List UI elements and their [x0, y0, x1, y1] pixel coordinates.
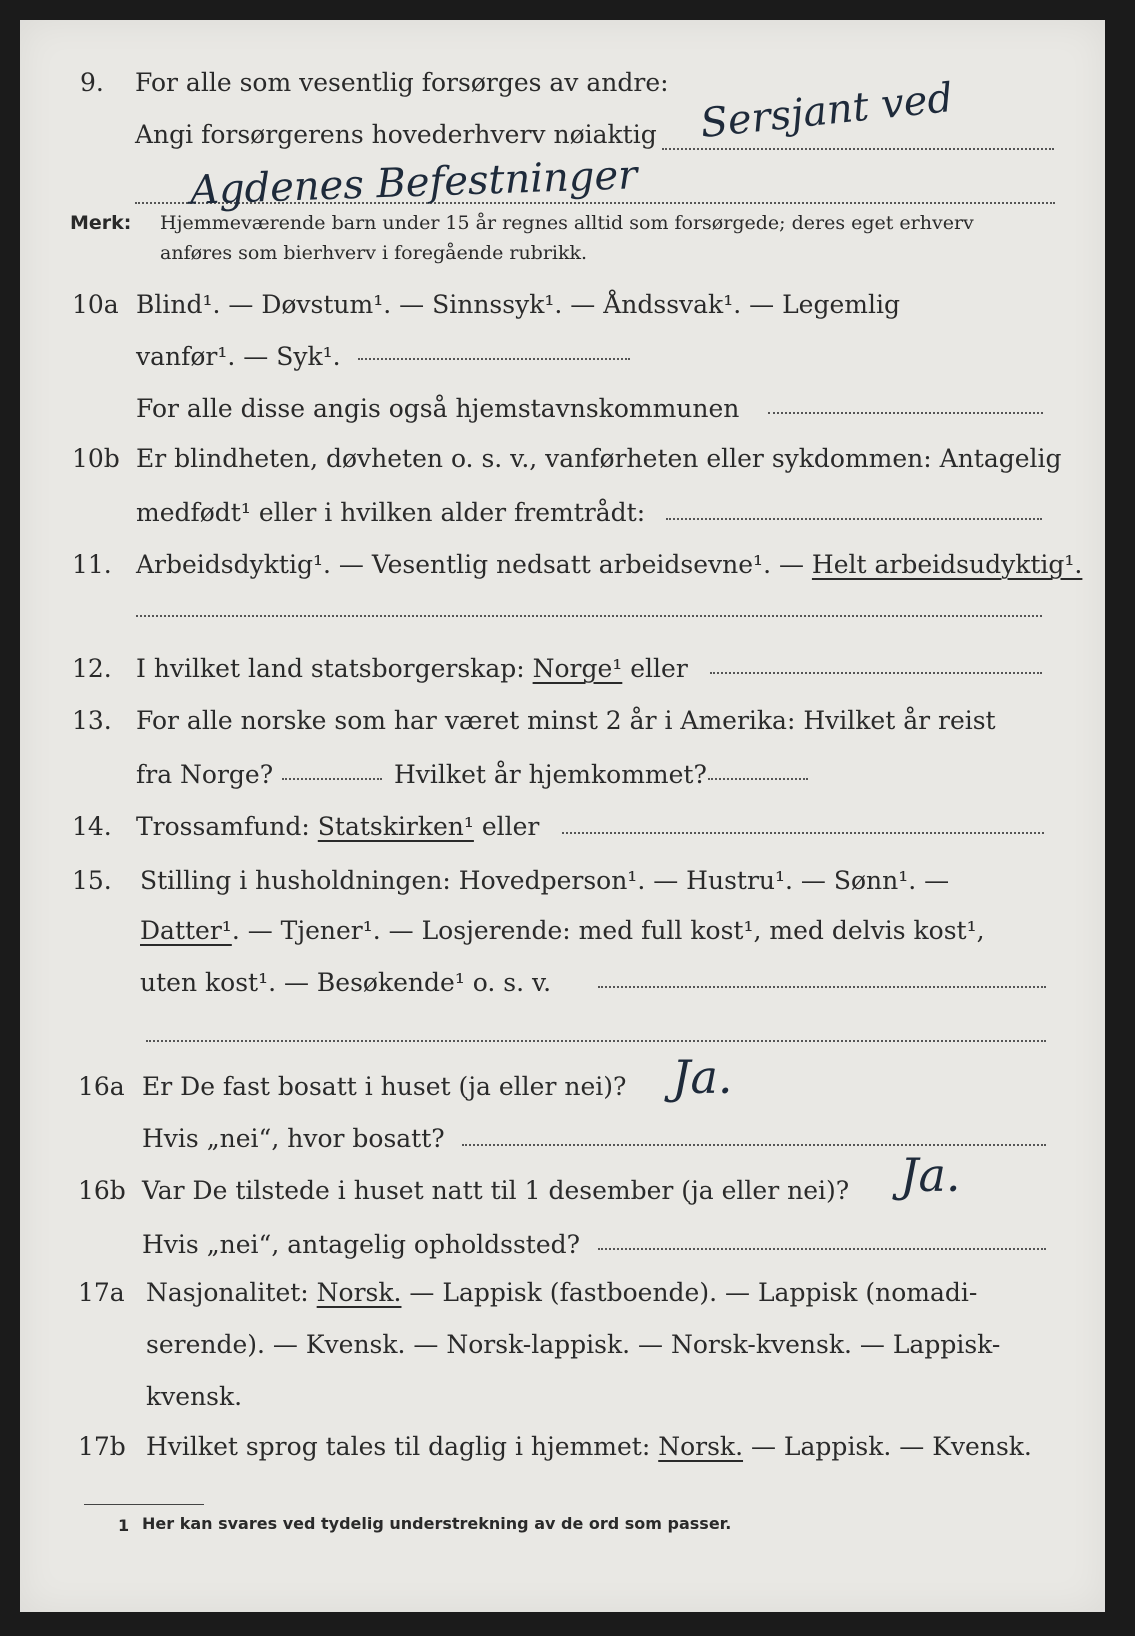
q13-answer-line-2: [708, 778, 808, 780]
q12-number: 12.: [72, 654, 112, 683]
q13-line2b: Hvilket år hjemkommet?: [394, 760, 707, 789]
q15-line3: uten kost¹. — Besøkende¹ o. s. v.: [140, 968, 552, 997]
q17b-number: 17b: [78, 1432, 126, 1461]
q17b-underlined-answer: Norsk.: [658, 1432, 744, 1461]
q17a-line2: serende). — Kvensk. — Norsk-lappisk. — Norsk-kvensk. — Lappisk-: [146, 1330, 1001, 1359]
q10a-line1: Blind¹. — Døvstum¹. — Sinnssyk¹. — Åndssvak¹. — Legemlig: [136, 290, 900, 319]
q9-number: 9.: [80, 68, 104, 97]
q10b-line2: medfødt¹ eller i hvilken alder fremtrådt:: [136, 498, 646, 527]
q11-answer-line: [136, 615, 1042, 617]
q14-line1: Trossamfund: Statskirken¹ eller: [136, 812, 540, 841]
q10b-answer-line: [666, 518, 1042, 520]
q16b-handwritten-answer: Ja.: [900, 1148, 961, 1202]
q12-answer-line: [710, 672, 1042, 674]
q12-line1: I hvilket land statsborgerskap: Norge¹ eller: [136, 654, 688, 683]
footnote-rule: [84, 1504, 204, 1505]
note-text-1: Hjemmeværende barn under 15 år regnes alltid som forsørgede; deres eget erhverv: [160, 212, 974, 234]
q14-number: 14.: [72, 812, 112, 841]
q14-underlined-answer: Statskirken¹: [317, 812, 474, 841]
census-form-page: [20, 20, 1105, 1612]
q11-underlined-answer: Helt arbeidsudyktig¹.: [811, 550, 1083, 579]
q13-line1: For alle norske som har været minst 2 år i Amerika: Hvilket år reist: [136, 706, 996, 735]
q10a-answer-line: [358, 358, 630, 360]
q10b-number: 10b: [72, 444, 120, 473]
q14-answer-line: [562, 832, 1044, 834]
q9-handwritten-answer-1: Sersjant ved: [698, 74, 956, 148]
q12-underlined-answer: Norge¹: [532, 654, 623, 683]
q16a-line1: Er De fast bosatt i huset (ja eller nei)?: [142, 1072, 627, 1101]
q16b-number: 16b: [78, 1176, 126, 1205]
q10a-number: 10a: [72, 290, 119, 319]
q17a-line1: Nasjonalitet: Norsk. — Lappisk (fastboende). — Lappisk (nomadi-: [146, 1278, 978, 1307]
q17a-number: 17a: [78, 1278, 125, 1307]
q10b-line1: Er blindheten, døvheten o. s. v., vanførheten eller sykdommen: Antagelig: [136, 444, 1062, 473]
q16a-line2: Hvis „nei“, hvor bosatt?: [142, 1124, 445, 1153]
q13-number: 13.: [72, 706, 112, 735]
q16a-handwritten-answer: Ja.: [672, 1050, 733, 1104]
q9-text: For alle som vesentlig forsørges av andre:: [135, 68, 669, 97]
q17a-underlined-answer: Norsk.: [316, 1278, 402, 1307]
q16a-answer-line: [462, 1144, 1046, 1146]
q15-answer-line-2: [146, 1040, 1046, 1042]
q15-line2: Datter¹. — Tjener¹. — Losjerende: med full kost¹, med delvis kost¹,: [140, 916, 985, 945]
q11-number: 11.: [72, 550, 112, 579]
q13-answer-line-1: [282, 778, 382, 780]
q17b-line1: Hvilket sprog tales til daglig i hjemmet: Norsk. — Lappisk. — Kvensk.: [146, 1432, 1032, 1461]
q16b-answer-line: [598, 1248, 1046, 1250]
note-text-2: anføres som bierhverv i foregående rubrikk.: [160, 242, 588, 264]
q15-line1: Stilling i husholdningen: Hovedperson¹. — Hustru¹. — Sønn¹. —: [140, 866, 950, 895]
footnote-text: Her kan svares ved tydelig understrekning av de ord som passer.: [142, 1514, 732, 1533]
q16a-number: 16a: [78, 1072, 125, 1101]
q10a-answer-line-2: [768, 412, 1043, 414]
q16b-line1: Var De tilstede i huset natt til 1 desember (ja eller nei)?: [142, 1176, 850, 1205]
q9-answer-line: [662, 148, 1054, 150]
q9-line2: Angi forsørgerens hovederhverv nøiaktig: [135, 120, 657, 149]
q17a-line3: kvensk.: [146, 1382, 243, 1411]
q15-answer-line: [598, 986, 1046, 988]
q11-line1: Arbeidsdyktig¹. — Vesentlig nedsatt arbeidsevne¹. — Helt arbeidsudyktig¹.: [136, 550, 1083, 579]
q10a-line2: vanfør¹. — Syk¹.: [136, 342, 341, 371]
q15-number: 15.: [72, 866, 112, 895]
q13-line2a: fra Norge?: [136, 760, 274, 789]
note-label: Merk:: [70, 212, 132, 234]
footnote-marker: 1: [118, 1516, 130, 1535]
q15-underlined-answer: Datter¹: [140, 916, 232, 945]
q9-handwritten-answer-2: Agdenes Befestninger: [189, 152, 638, 214]
q16b-line2: Hvis „nei“, antagelig opholdssted?: [142, 1230, 581, 1259]
q10a-line3: For alle disse angis også hjemstavnskommunen: [136, 394, 740, 423]
